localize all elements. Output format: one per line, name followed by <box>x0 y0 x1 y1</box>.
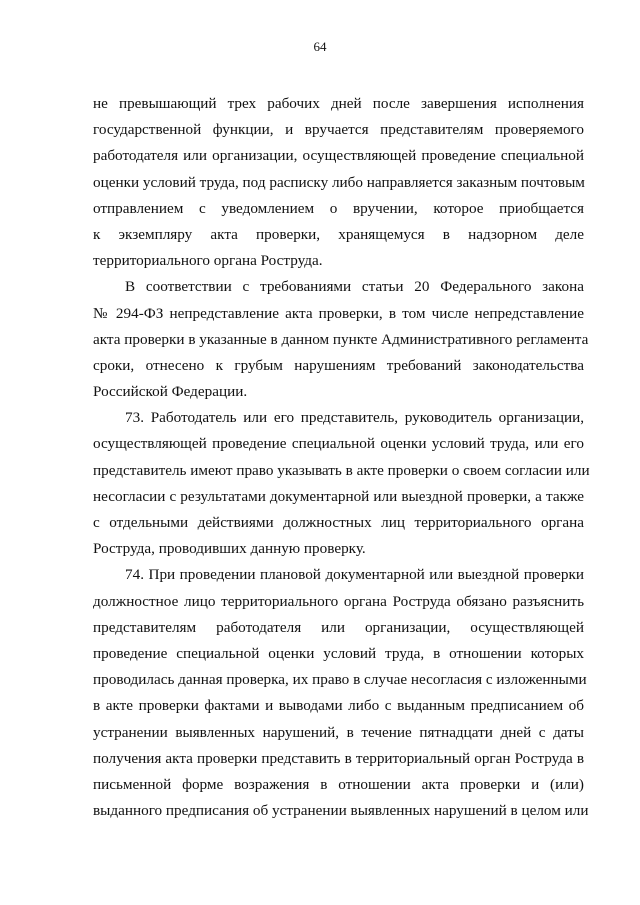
paragraph <box>93 274 589 405</box>
text-line: территориального органа Роструда. <box>93 252 323 270</box>
text-line: несогласии с результатами документарной или выездной проверки, а также <box>93 487 584 505</box>
document-body <box>93 91 590 824</box>
page-number: 64 <box>313 39 327 54</box>
text-line: выданного предписания об устранении выявленных нарушений в целом или <box>93 802 589 820</box>
paragraph <box>93 405 590 562</box>
text-line: должностное лицо территориального органа Роструда обязано разъяснить <box>93 592 584 610</box>
text-line: государственной функции, и вручается представителям проверяемого <box>93 121 584 139</box>
text-line: получения акта проверки представить в территориальный орган Роструда в <box>93 749 584 767</box>
text-line: не превышающий трех рабочих дней после завершения исполнения <box>93 95 584 112</box>
text-line: устранении выявленных нарушений, в течение пятнадцати дней с даты <box>93 723 584 741</box>
text-line: отправлением с уведомлением о вручении, которое приобщается <box>93 199 584 217</box>
paragraph <box>93 562 589 824</box>
text-line: Роструда, проводивших данную проверку. <box>93 540 366 558</box>
text-line: осуществляющей проведение специальной оценки условий труда, или его <box>93 435 584 453</box>
text-line: представитель имеют право указывать в акте проверки о своем согласии или <box>93 461 590 479</box>
text-line: 74. При проведении плановой документарной или выездной проверки <box>125 566 584 584</box>
text-line: работодателя или организации, осуществляющей проведение специальной <box>93 147 584 165</box>
text-line: представителям работодателя или организации, осуществляющей <box>93 618 584 636</box>
text-line: 73. Работодатель или его представитель, руководитель организации, <box>125 409 584 427</box>
text-line: № 294-ФЗ непредставление акта проверки, в том числе непредставление <box>93 304 584 322</box>
text-line: в акте проверки фактами и выводами либо с выданным предписанием об <box>93 697 584 715</box>
text-line: акта проверки в указанные в данном пункте Административного регламента <box>93 330 589 348</box>
text-line: В соответствии с требованиями статьи 20 Федерального закона <box>125 278 584 296</box>
text-line: письменной форме возражения в отношении акта проверки и (или) <box>93 775 584 793</box>
text-line: проведение специальной оценки условий труда, в отношении которых <box>93 644 584 662</box>
paragraph <box>93 91 584 274</box>
text-line: Российской Федерации. <box>93 383 248 401</box>
text-line: к экземпляру акта проверки, хранящемуся в надзорном деле <box>93 225 584 243</box>
text-line: с отдельными действиями должностных лиц территориального органа <box>93 514 584 531</box>
text-line: сроки, отнесено к грубым нарушениям требований законодательства <box>93 356 584 374</box>
text-line: проводилась данная проверка, их право в случае несогласия с изложенными <box>93 671 587 689</box>
text-line: оценки условий труда, под расписку либо направляется заказным почтовым <box>93 173 585 191</box>
